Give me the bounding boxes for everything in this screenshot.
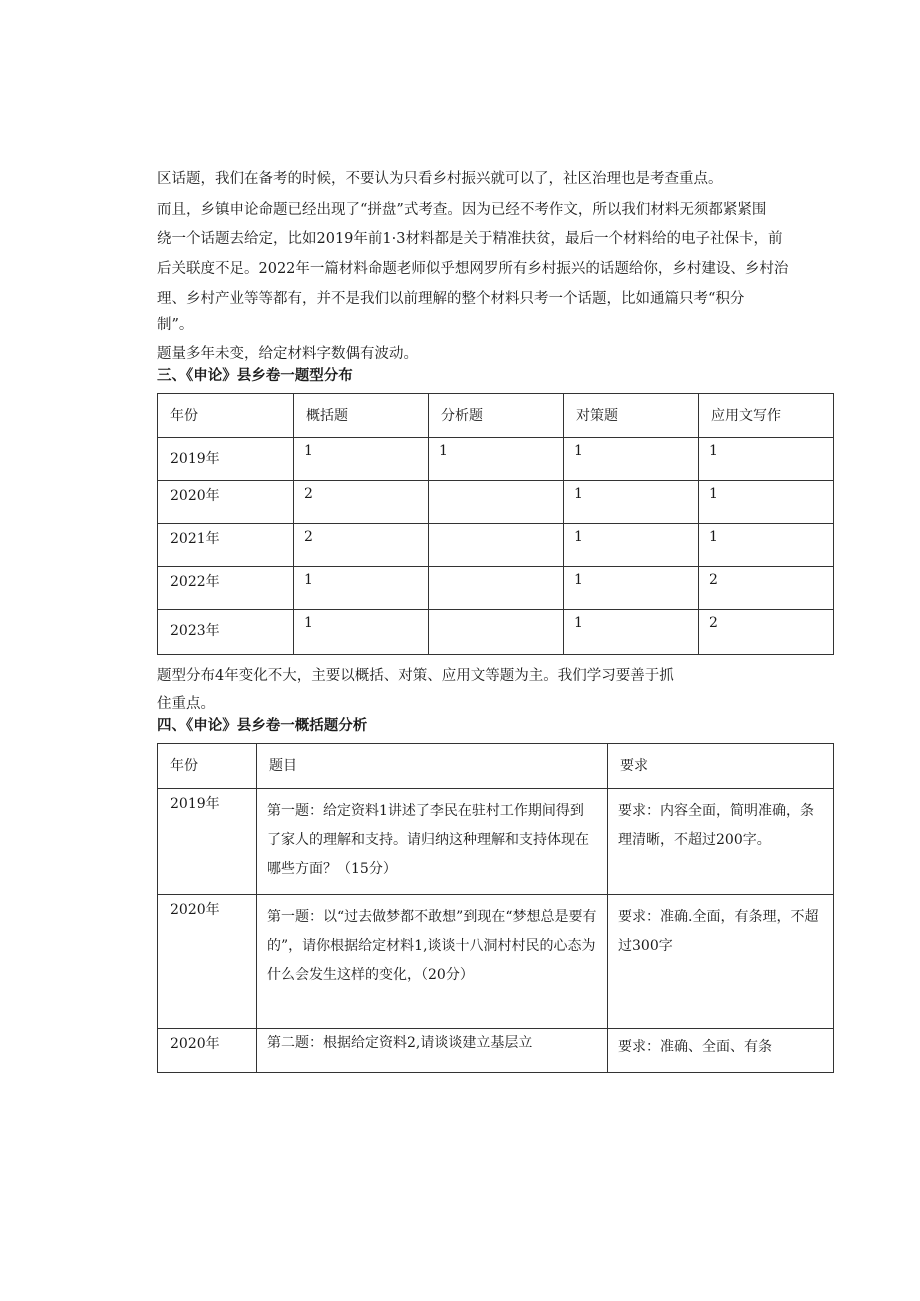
paragraph-line: 制”。 <box>157 317 194 333</box>
table-row <box>158 438 834 481</box>
table-header: 年份 <box>158 394 294 438</box>
table-header: 应用文写作 <box>699 394 834 438</box>
table-cell: 2019年 <box>158 438 294 481</box>
section-heading: 三、《申论》县乡卷一题型分布 <box>157 367 353 384</box>
table-cell: 2020年 <box>158 895 257 1029</box>
paragraph-line: 区话题，我们在备考的时候，不要认为只看乡村振兴就可以了，社区治理也是考查重点。 <box>157 171 723 187</box>
table-row <box>158 895 834 1029</box>
table-cell: 2 <box>294 524 429 567</box>
table-cell: 2023年 <box>158 610 294 655</box>
table-cell: 第二题：根据给定资料2,请谈谈建立基层立 <box>257 1029 608 1073</box>
table-header-row <box>158 394 834 438</box>
table-header: 要求 <box>608 744 834 789</box>
table-cell <box>429 610 564 655</box>
table-cell: 2019年 <box>158 789 257 895</box>
table-cell: 1 <box>294 567 429 610</box>
table-cell: 要求：准确.全面，有条理，不超过300字 <box>608 895 834 1029</box>
table-cell: 2020年 <box>158 481 294 524</box>
summary-question-table <box>157 743 834 1073</box>
table-cell: 要求：内容全面，简明准确，条理清晰，不超过200字。 <box>608 789 834 895</box>
paragraph-line: 而且，乡镇申论命题已经出现了“拼盘”式考查。因为已经不考作文，所以我们材料无须都紧紧围 <box>157 202 767 218</box>
table-cell: 2 <box>294 481 429 524</box>
table-cell: 要求：准确、全面、有条 <box>608 1029 834 1073</box>
table-row <box>158 1029 834 1073</box>
table-cell: 2 <box>699 567 834 610</box>
paragraph-line: 绕一个话题去给定，比如2019年前1·3材料都是关于精准扶贫，最后一个材料给的电子社保卡，前 <box>157 231 783 247</box>
paragraph-line: 住重点。 <box>157 696 215 712</box>
table-row <box>158 524 834 567</box>
table-cell: 1 <box>699 438 834 481</box>
table-row <box>158 789 834 895</box>
table-header: 分析题 <box>429 394 564 438</box>
table-cell: 2021年 <box>158 524 294 567</box>
table-header-row <box>158 744 834 789</box>
question-type-table <box>157 393 834 655</box>
table-cell: 1 <box>564 481 699 524</box>
table-cell: 1 <box>564 438 699 481</box>
table-header: 题目 <box>257 744 608 789</box>
table-cell: 1 <box>294 610 429 655</box>
table-cell <box>429 481 564 524</box>
table-cell: 第一题：以“过去做梦都不敢想”到现在“梦想总是要有的”，请你根据给定材料1,谈谈十八洞村村民的心态为什么会发生这样的变化，（20分） <box>257 895 608 1029</box>
table-row <box>158 567 834 610</box>
table-cell: 第一题：给定资料1讲述了李民在驻村工作期间得到了家人的理解和支持。请归纳这种理解和支持体现在哪些方面？（15分） <box>257 789 608 895</box>
table-cell <box>429 524 564 567</box>
table-cell: 1 <box>699 524 834 567</box>
section-heading: 四、《申论》县乡卷一概括题分析 <box>157 717 368 734</box>
paragraph-line: 后关联度不足。2022年一篇材料命题老师似乎想网罗所有乡村振兴的话题给你，乡村建设、乡村治 <box>157 261 789 277</box>
table-cell: 1 <box>699 481 834 524</box>
table-cell: 1 <box>564 567 699 610</box>
table-cell <box>429 567 564 610</box>
paragraph-line: 题型分布4年变化不大，主要以概括、对策、应用文等题为主。我们学习要善于抓 <box>157 668 674 684</box>
table-header: 年份 <box>158 744 257 789</box>
table-cell: 2 <box>699 610 834 655</box>
table-row <box>158 610 834 655</box>
table-cell: 2020年 <box>158 1029 257 1073</box>
paragraph-line: 理、乡村产业等等都有，并不是我们以前理解的整个材料只考一个话题，比如通篇只考“积分 <box>157 291 745 307</box>
table-cell: 1 <box>564 610 699 655</box>
table-cell: 1 <box>294 438 429 481</box>
table-row <box>158 481 834 524</box>
table-cell: 1 <box>564 524 699 567</box>
table-header: 对策题 <box>564 394 699 438</box>
table-header: 概括题 <box>294 394 429 438</box>
table-cell: 2022年 <box>158 567 294 610</box>
paragraph-line: 题量多年未变，给定材料字数偶有波动。 <box>157 346 418 362</box>
table-cell: 1 <box>429 438 564 481</box>
